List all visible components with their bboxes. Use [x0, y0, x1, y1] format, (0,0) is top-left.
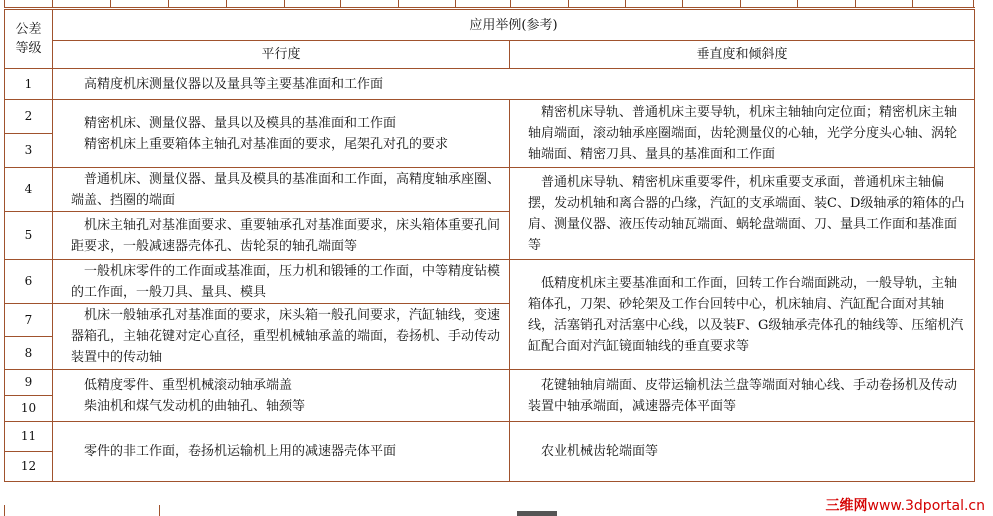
perpendicular-example-g9-10: 花键轴轴肩端面、皮带运输机法兰盘等端面对轴心线、手动卷扬机及传动装置中轴承端面，减速器壳体平面等 [510, 370, 975, 422]
grade-cell: 4 [5, 168, 53, 212]
perpendicular-example-g11-12: 农业机械齿轮端面等 [510, 422, 975, 482]
tolerance-application-table [4, 9, 975, 482]
perpendicular-example-g4-5: 普通机床导轨、精密机床重要零件，机床重要支承面，普通机床主轴偏摆，发动机轴和离合器的凸缘，汽缸的支承端面、装C、D级轴承的箱体的凸肩、测量仪器、液压传动轴瓦端面、蜗轮盘端面、刀、量具工作面和基准面等 [510, 168, 975, 260]
parallel-example-g11-12: 零件的非工作面，卷扬机运输机上用的减速器壳体平面 [53, 422, 510, 482]
grade-cell: 12 [5, 452, 53, 482]
parallel-example-g6: 一般机床零件的工作面或基准面，压力机和锻锤的工作面，中等精度钻模的工作面，一般刀具、量具、模具 [53, 260, 510, 304]
parallel-example-g1: 高精度机床测量仪器以及量具等主要基准面和工作面 [53, 69, 975, 100]
grade-cell: 10 [5, 396, 53, 422]
grade-cell: 3 [5, 134, 53, 168]
dark-tab-shape [517, 511, 557, 516]
grade-cell: 6 [5, 260, 53, 304]
grade-header: 公差 等级 [5, 10, 53, 69]
parallel-example-g9-10: 低精度零件、重型机械滚动轴承端盖 柴油机和煤气发动机的曲轴孔、轴颈等 [53, 370, 510, 422]
perpendicular-example-g2-3: 精密机床导轨、普通机床主要导轨，机床主轴轴向定位面；精密机床主轴轴肩端面，滚动轴承座圈端面，齿轮测量仪的心轴，光学分度头心轴、涡轮轴端面、精密刀具、量具的基准面和工作面 [510, 100, 975, 168]
grade-cell: 8 [5, 337, 53, 370]
grade-cell: 7 [5, 304, 53, 337]
watermark-url: www.3dportal.cn [867, 498, 985, 514]
grade-cell: 2 [5, 100, 53, 134]
parallel-example-g7-8: 机床一般轴承孔对基准面的要求，床头箱一般孔间要求，汽缸轴线，变速器箱孔，主轴花键对定心直径，重型机械轴承盖的端面，卷扬机、手动传动装置中的传动轴 [53, 304, 510, 370]
grade-cell: 9 [5, 370, 53, 396]
parallel-example-g5: 机床主轴孔对基准面要求、重要轴承孔对基准面要求，床头箱体重要孔间距要求，一般减速器壳体孔、齿轮泵的轴孔端面等 [53, 212, 510, 260]
grade-cell: 11 [5, 422, 53, 452]
watermark-brand: 三维网 [825, 498, 868, 514]
perpendicular-header: 垂直度和倾斜度 [510, 41, 975, 69]
parallel-example-g2-3: 精密机床、测量仪器、量具以及模具的基准面和工作面 精密机床上重要箱体主轴孔对基准面的要求，尾架孔对孔的要求 [53, 100, 510, 168]
previous-table-edge [0, 0, 975, 8]
grade-cell: 5 [5, 212, 53, 260]
parallel-example-g4: 普通机床、测量仪器、量具及模具的基准面和工作面，高精度轴承座圈、端盖、挡圈的端面 [53, 168, 510, 212]
perpendicular-example-g6-8: 低精度机床主要基准面和工作面，回转工作台端面跳动，一般导轨，主轴箱体孔，刀架、砂轮架及工作台回转中心，机床轴肩、汽缸配合面对其轴线，活塞销孔对活塞中心线，以及装F、G级轴承壳体孔的轴线等、压缩机汽缸配合面对汽缸镜面轴线的垂直要求等 [510, 260, 975, 370]
parallel-header: 平行度 [53, 41, 510, 69]
examples-header: 应用举例(参考) [53, 10, 975, 41]
grade-cell: 1 [5, 69, 53, 100]
site-watermark [826, 498, 986, 514]
